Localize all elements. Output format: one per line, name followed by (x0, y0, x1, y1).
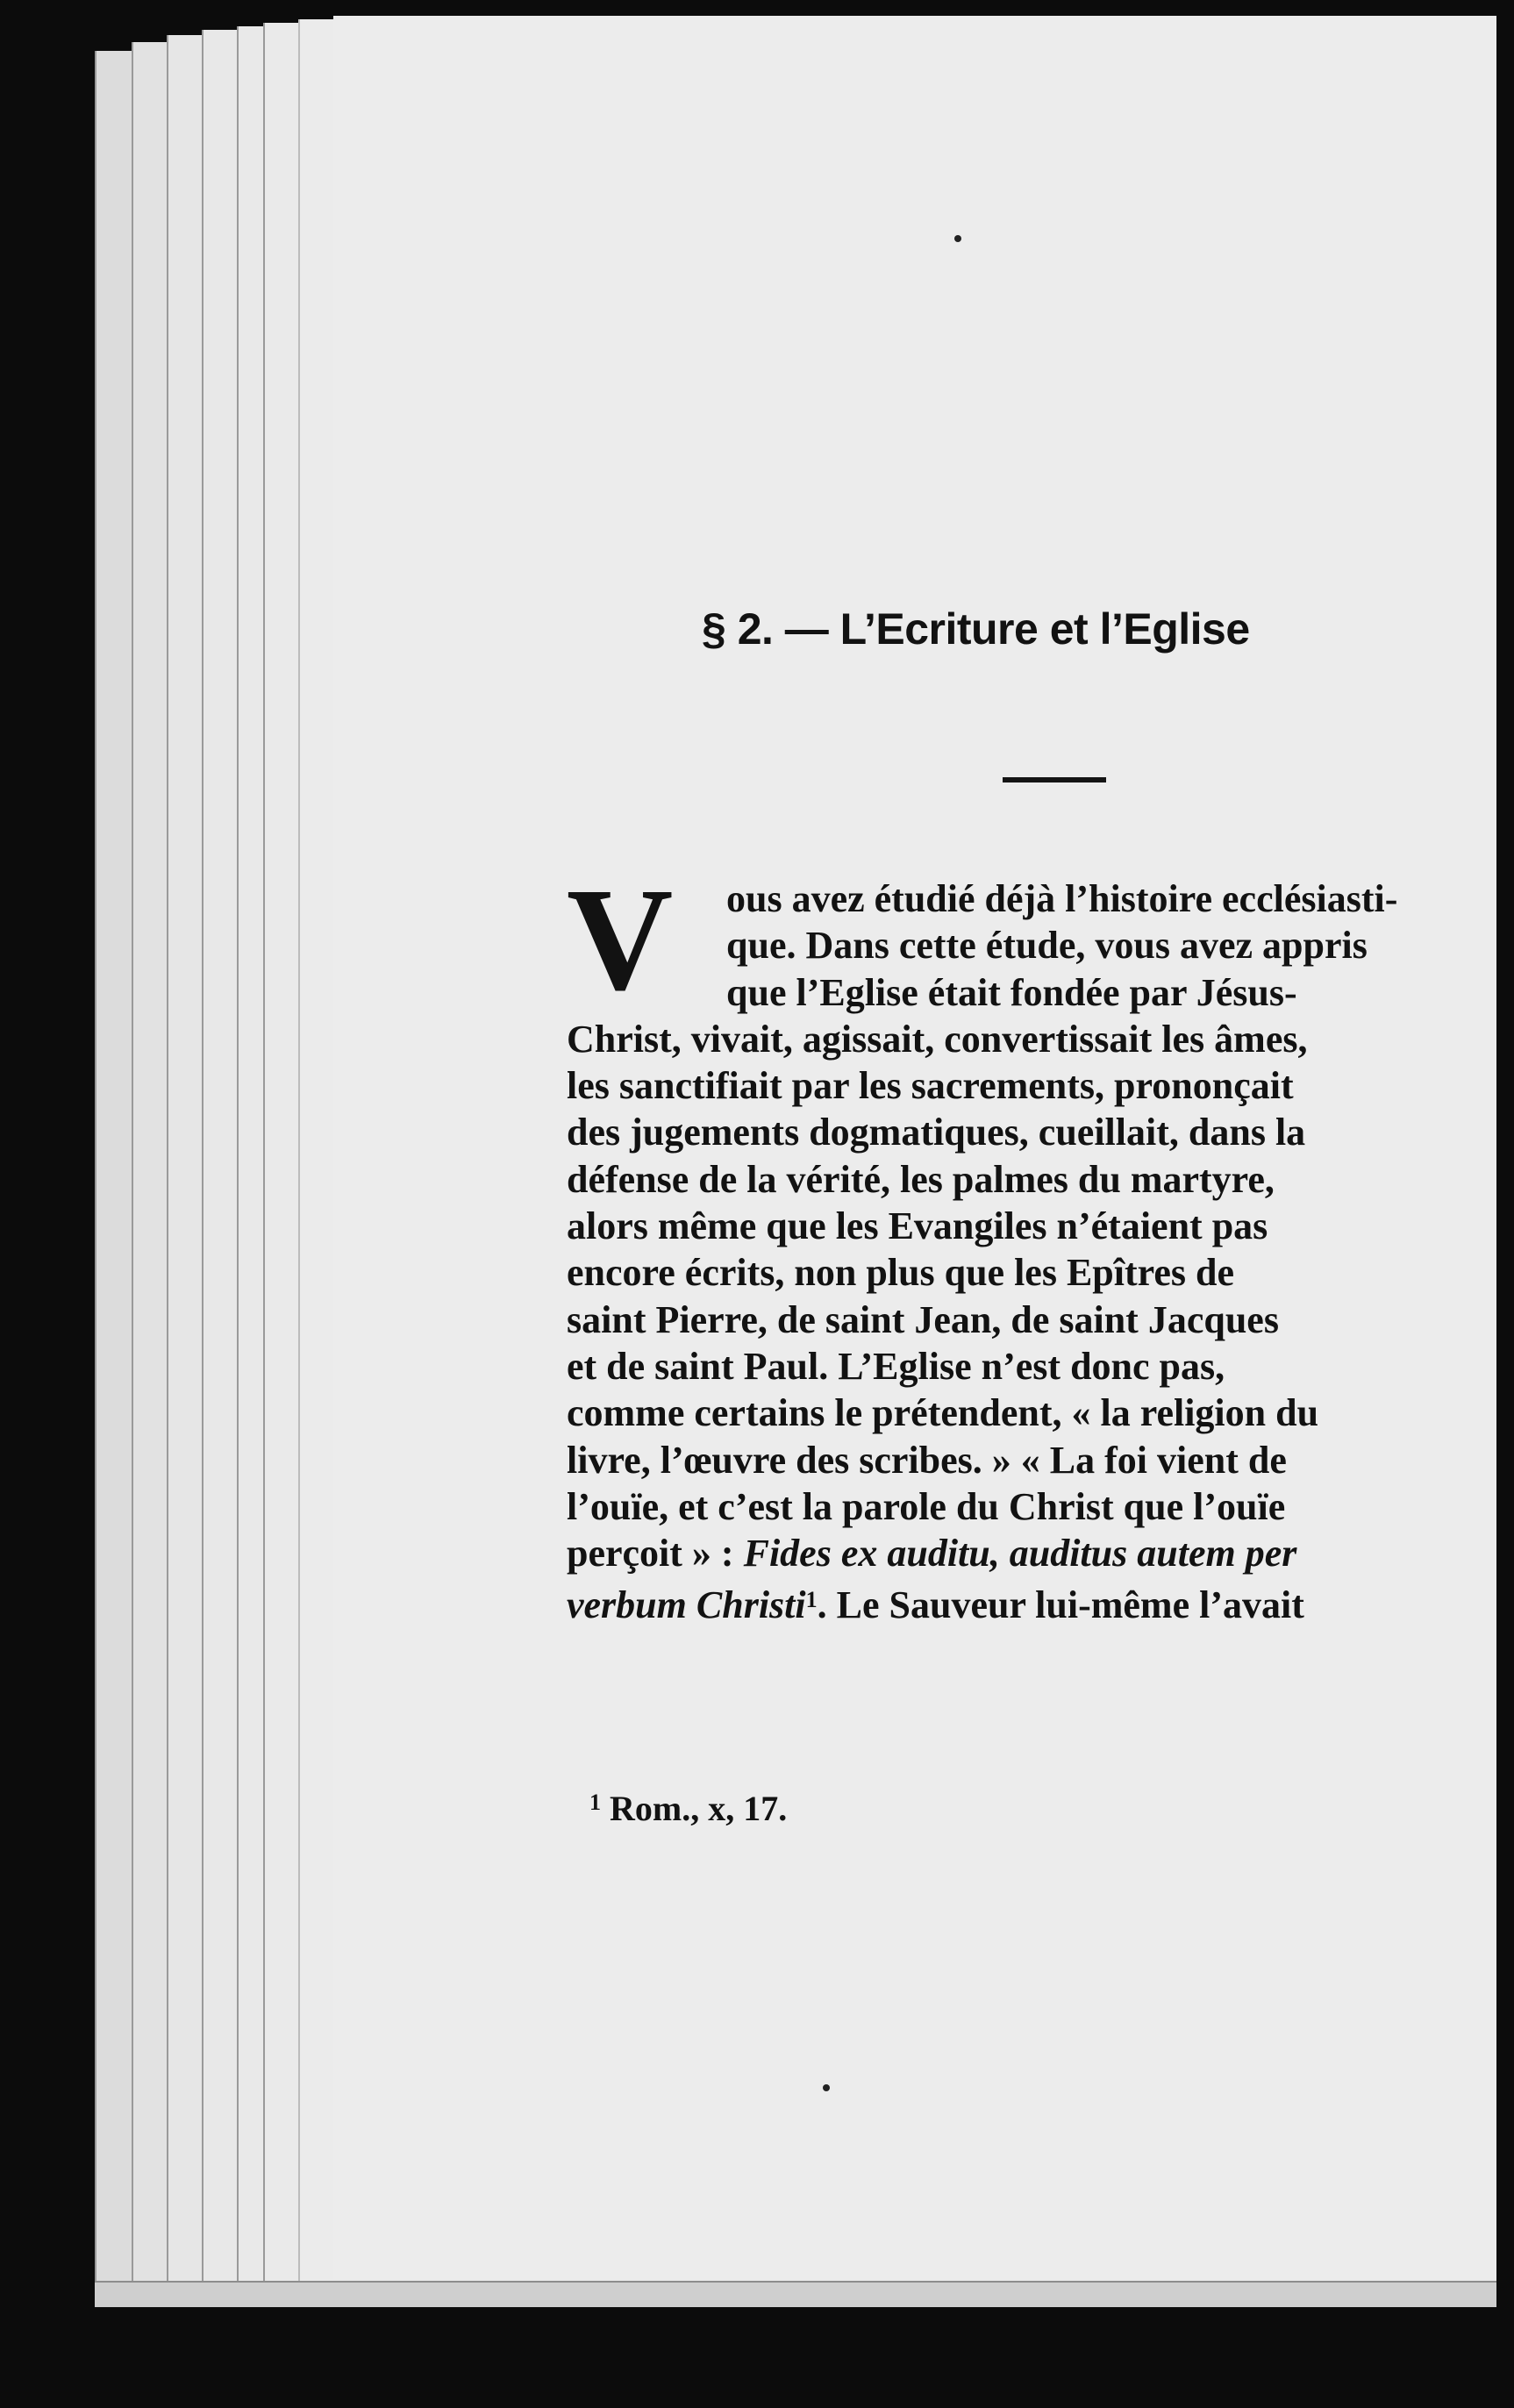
text-line: Christ, vivait, agissait, convertissait les âmes, (567, 1017, 1308, 1061)
text-line: les sanctifiait par les sacrements, prononçait (567, 1064, 1294, 1108)
text-line: défense de la vérité, les palmes du martyre, (567, 1157, 1275, 1201)
latin-quote: Fides ex auditu, auditus autem per (743, 1532, 1297, 1576)
text-fragment: perçoit » : (567, 1532, 744, 1576)
text-line: que l’Eglise était fondée par Jésus- (726, 970, 1297, 1014)
text-line (567, 1576, 1496, 1623)
text-line: encore écrits, non plus que les Epîtres de (567, 1251, 1235, 1295)
footnote-marker: 1 (805, 1587, 818, 1613)
text-line: alors même que les Evangiles n’étaient pas (567, 1204, 1268, 1248)
latin-quote: verbum Christi (567, 1583, 806, 1624)
text-line: et de saint Paul. L’Eglise n’est donc pas, (567, 1344, 1225, 1388)
speck (823, 2084, 830, 2091)
speck (954, 235, 961, 242)
body-paragraph (567, 858, 1496, 1624)
text-line (567, 1530, 1496, 1576)
heading-rule (1003, 777, 1106, 782)
footnote-number: 1 (589, 1790, 601, 1815)
book-page (333, 16, 1496, 2279)
text-fragment: . Le Sauveur lui-même l’avait (817, 1583, 1304, 1624)
text-line: livre, l’œuvre des scribes. » « La foi vient de (567, 1438, 1287, 1482)
text-line: saint Pierre, de saint Jean, de saint Jacques (567, 1297, 1279, 1341)
text-line: des jugements dogmatiques, cueillait, dans la (567, 1111, 1306, 1154)
text-line: ous avez étudié déjà l’histoire ecclésiasti- (726, 877, 1398, 920)
text-line: comme certains le prétendent, « la religion du (567, 1391, 1319, 1435)
drop-cap: V (567, 858, 674, 1021)
scan-border (1496, 0, 1514, 2408)
page-bottom-edge (95, 2281, 1514, 2307)
text-line: que. Dans cette étude, vous avez appris (726, 924, 1368, 968)
footnote (589, 1788, 787, 1829)
section-heading: § 2. — L’Ecriture et l’Eglise (702, 604, 1250, 654)
footnote-text: Rom., x, 17. (610, 1789, 788, 1828)
text-line: l’ouïe, et c’est la parole du Christ que l’ouïe (567, 1484, 1286, 1528)
